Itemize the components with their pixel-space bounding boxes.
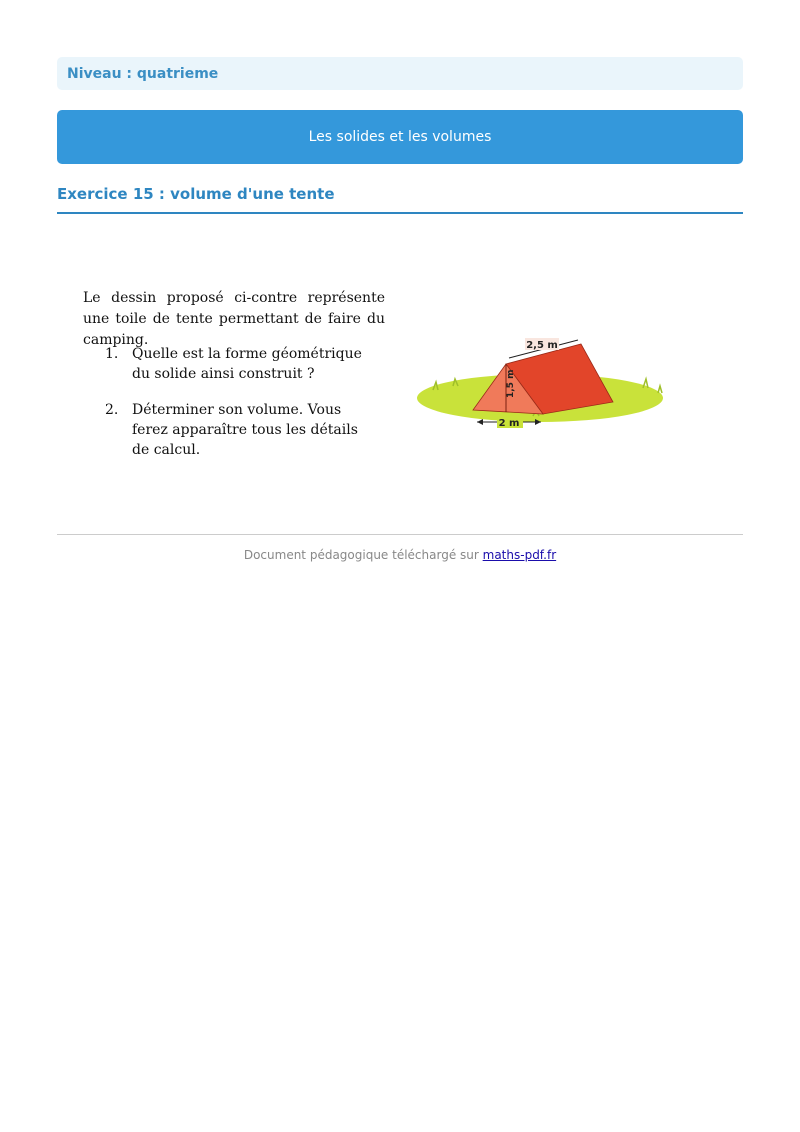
question-2 xyxy=(105,400,365,460)
length-label: 2,5 m xyxy=(526,340,558,351)
question-number: 1. xyxy=(105,346,119,362)
level-label: Niveau : quatrieme xyxy=(67,65,219,82)
footer xyxy=(57,548,743,562)
level-box xyxy=(57,57,743,90)
question-number: 2. xyxy=(105,402,119,418)
tent-illustration xyxy=(413,338,683,438)
arrow-head xyxy=(477,419,483,425)
footer-link[interactable]: maths-pdf.fr xyxy=(482,548,557,562)
question-text: Déterminer son volume. Vous ferez apparaître tous les détails de calcul. xyxy=(132,402,358,458)
question-text: Quelle est la forme géométrique du solide ainsi construit ? xyxy=(132,346,362,382)
footer-text: Document pédagogique téléchargé sur xyxy=(243,548,483,562)
question-1 xyxy=(105,344,365,384)
exercise-figure xyxy=(75,280,685,458)
exercise-title: Exercice 15 : volume d'une tente xyxy=(57,185,743,214)
exercise-intro: Le dessin proposé ci-contre représente une toile de tente permettant de faire du camping. xyxy=(83,290,385,348)
height-label: 1,5 m xyxy=(506,369,516,398)
topic-title: Les solides et les volumes xyxy=(308,129,492,145)
width-label: 2 m xyxy=(498,418,520,429)
footer-divider xyxy=(57,534,743,535)
topic-banner xyxy=(57,110,743,164)
